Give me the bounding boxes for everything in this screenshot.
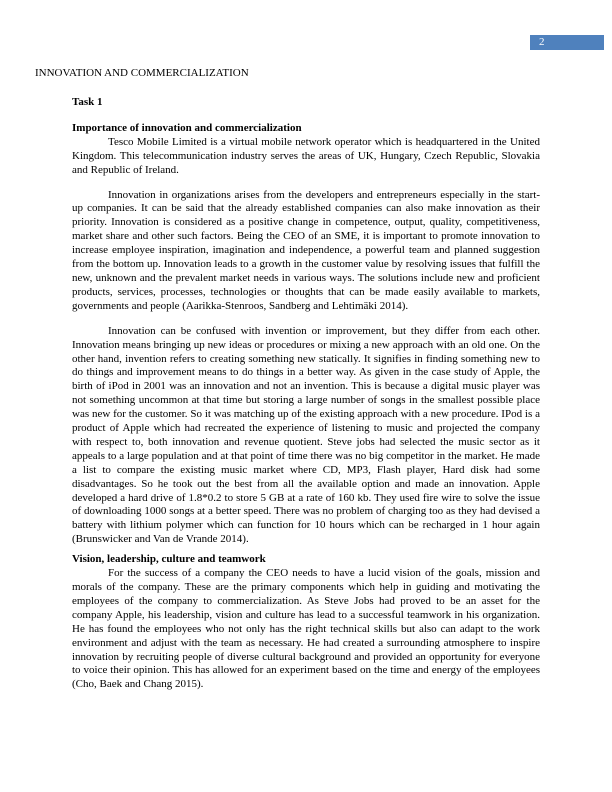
section-heading-vision: Vision, leadership, culture and teamwork bbox=[72, 553, 266, 566]
paragraph: Innovation can be confused with invention or improvement, but they differ from each other. Innovation means bringing up new ideas or procedures or mixing a new approach with an old one. On the other hand, invention refers to creating something new statically. It signifies in finding something new to do things and improvement means to do things in a better way. As given in the case study of Apple, the birth of iPod in 2001 was an innovation and not an invention. This is because a digital music player was not something uncommon at that time but storing a large number of songs in the smallest possible place was new for the customer. So it was matching up of the existing approach with a new procedure. IPod is a product of Apple which had recreated the experience of listening to music and projected the company with respect to, both innovation and revenue quotient. Steve jobs had selected the music sector as it appeals to a large population and at that point of time there was no big competitor in the market. He made a list to compare the existing music market where CD, MP3, Flash player, Hard disk had some disadvantages. So he took out the best from all the available option and made an innovation. Apple developed a hard drive of 1.8*0.2 to store 5 GB at a rate of 160 kb. They used fire wire to solve the issue of downloading 1000 songs at a better speed. There was no problem of charging too as they had devised a battery with lithium polymer which can function for 10 hours which can be recharged in 1 hour again (Brunswicker and Van de Vrande 2014). bbox=[72, 324, 540, 546]
running-head: INNOVATION AND COMMERCIALIZATION bbox=[35, 67, 249, 79]
paragraph: Innovation in organizations arises from the developers and entrepreneurs especially in the start- up companies. It can be said that the already established companies can also make innovation as their priority. Innovation is considered as a positive change in competence, output, quality, competitiveness, market share and other such factors. Being the CEO of an SME, it is important to promote innovation to increase employee inspiration, imagination and independence, a powerful team and planned suggestion from the bottom up. Innovation leads to a growth in the customer value by resolving issues that fulfill the new, unknown and the prevalent market needs in various ways. The solutions include new and proficient products, services, processes, technologies or thoughts that can be made easily available to markets, governments and people (Aarikka-Stenroos, Sandberg and Lehtimäki 2014). bbox=[72, 188, 540, 312]
paragraph: For the success of a company the CEO needs to have a lucid vision of the goals, mission and morals of the company. These are the primary components which help in guiding and motivating the employees of the company to commercialization. As Steve Jobs had proved to be an asset for the company Apple, his leadership, vision and culture has lead to a successful teamwork in his organization. He has found the employees who not only has the right technical skills but also can adapt to the work environment and adjust with the team as necessary. He had created a surrounding atmosphere to inspire innovation by recruiting people of diverse cultural background and provided an opportunity for everyone to voice their opinion. This has allowed for an experiment based on the time and energy of the employees (Cho, Baek and Chang 2015). bbox=[72, 567, 540, 691]
section-heading-innovation: Importance of innovation and commercialization bbox=[72, 121, 302, 134]
paragraph: Tesco Mobile Limited is a virtual mobile network operator which is headquartered in the United Kingdom. This telecommunication industry serves the areas of UK, Hungary, Czech Republic, Slovakia and Republic of Ireland. bbox=[72, 135, 540, 176]
task-title: Task 1 bbox=[72, 96, 103, 108]
page-number: 2 bbox=[530, 35, 604, 50]
document-body bbox=[72, 96, 540, 703]
